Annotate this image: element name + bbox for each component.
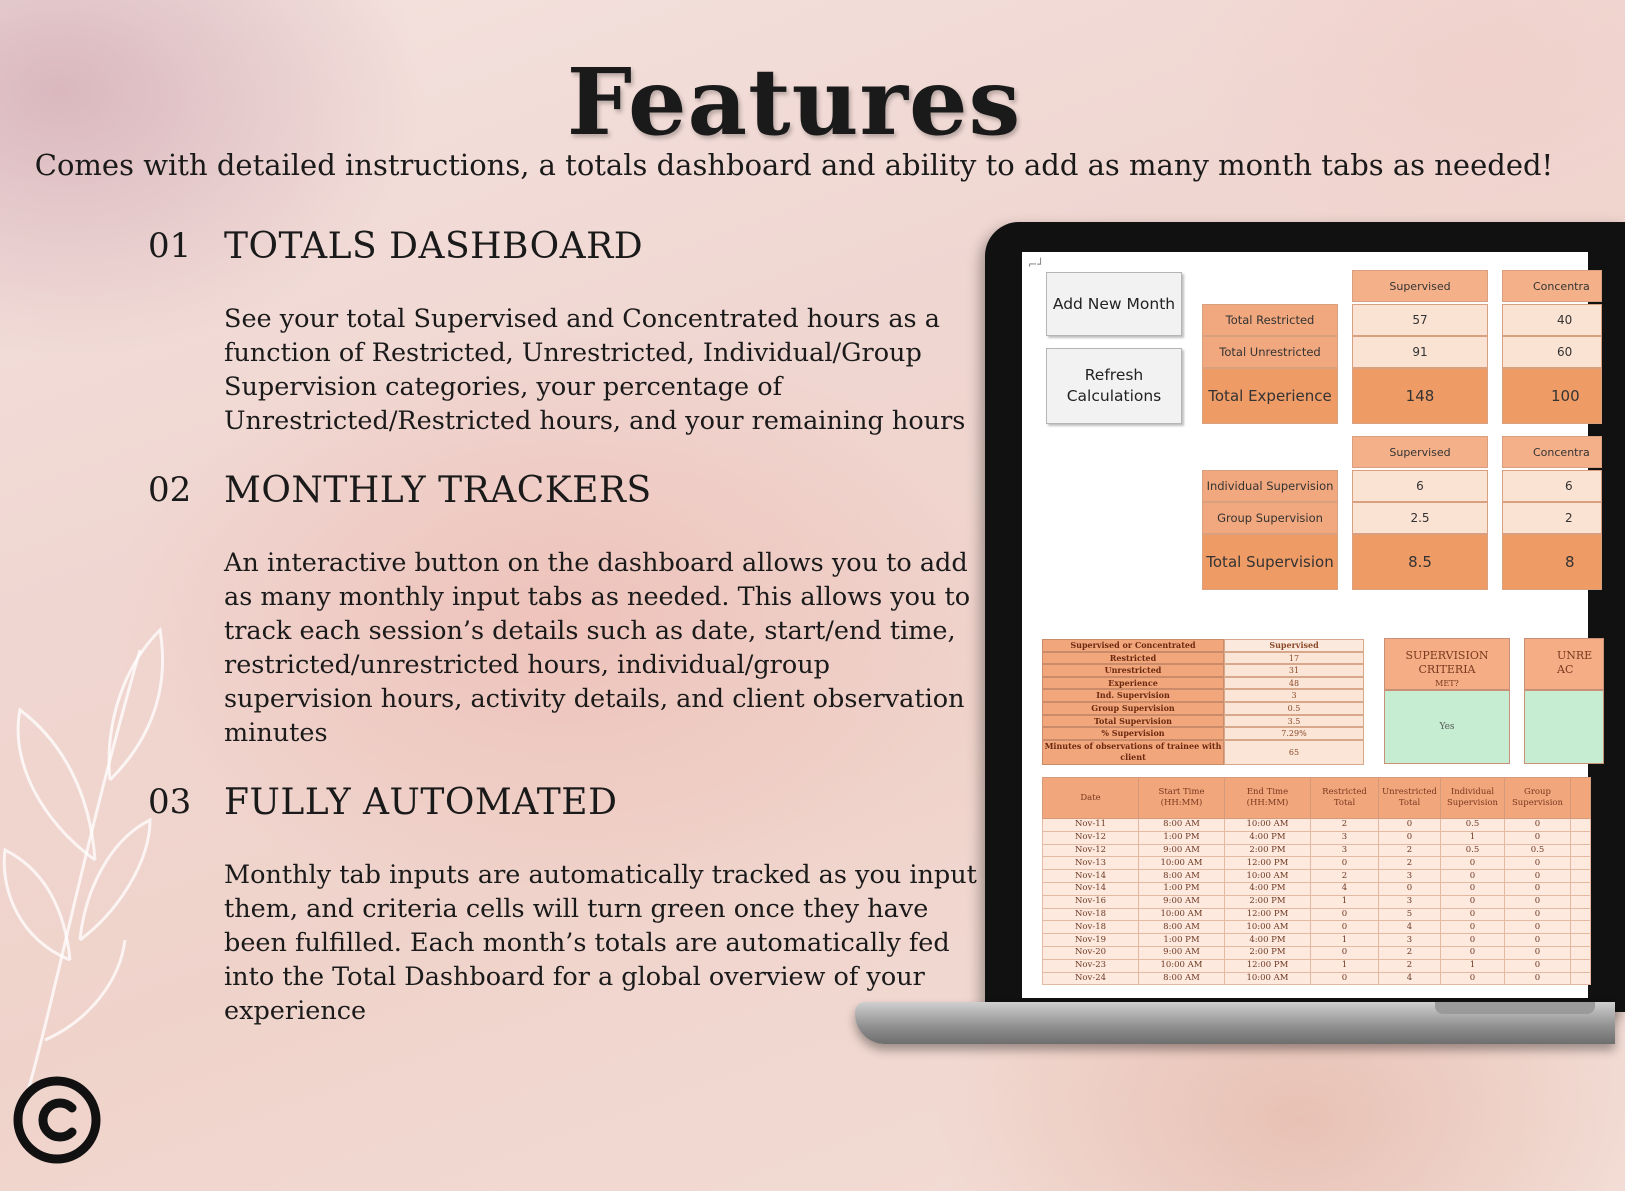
cell-group[interactable]: 0 (1505, 857, 1571, 870)
cell-group[interactable]: 0 (1505, 819, 1571, 832)
cell-end-time[interactable]: 4:00 PM (1225, 831, 1311, 844)
cell-individual[interactable]: 0 (1441, 921, 1505, 934)
cell-end-time[interactable]: 10:00 AM (1225, 819, 1311, 832)
cell-unrestricted[interactable]: 2 (1379, 844, 1441, 857)
label-group-supervision: Group Supervision (1202, 502, 1338, 534)
summary-value: 48 (1224, 677, 1364, 690)
cell-start-time[interactable]: 1:00 PM (1139, 831, 1225, 844)
unrestricted-criteria-cell (1524, 690, 1604, 764)
cell-unrestricted[interactable]: 3 (1379, 870, 1441, 883)
cell-group[interactable]: 0 (1505, 895, 1571, 908)
col-header-supervised: Supervised (1352, 436, 1488, 468)
cell-individual[interactable]: 0 (1441, 934, 1505, 947)
cell-date[interactable]: Nov-16 (1043, 895, 1139, 908)
select-all-corner-icon[interactable]: ⌐┘ (1028, 258, 1044, 271)
cell-start-time[interactable]: 9:00 AM (1139, 946, 1225, 959)
cell-restricted[interactable]: 1 (1311, 895, 1379, 908)
cell-extra[interactable] (1571, 844, 1591, 857)
cell-restricted[interactable]: 1 (1311, 959, 1379, 972)
cell-group[interactable]: 0 (1505, 921, 1571, 934)
cell-group[interactable]: 0 (1505, 882, 1571, 895)
criteria-title: SUPERVISION CRITERIA (1405, 649, 1489, 676)
summary-label: Restricted (1042, 652, 1224, 665)
cell-extra[interactable] (1571, 819, 1591, 832)
cell-restricted[interactable]: 0 (1311, 857, 1379, 870)
feature-number: 02 (148, 470, 192, 510)
cell-extra[interactable] (1571, 959, 1591, 972)
cell-group[interactable]: 0.5 (1505, 844, 1571, 857)
leaf-branch-icon (0, 560, 200, 1120)
summary-value[interactable]: 65 (1224, 740, 1364, 765)
cell-individual[interactable]: 0 (1441, 972, 1505, 985)
cell-start-time[interactable]: 9:00 AM (1139, 844, 1225, 857)
summary-label: Total Supervision (1042, 715, 1224, 728)
cell-unrestricted[interactable]: 4 (1379, 921, 1441, 934)
cell-end-time[interactable]: 2:00 PM (1225, 844, 1311, 857)
summary-value: 7.29% (1224, 727, 1364, 740)
summary-label: Ind. Supervision (1042, 689, 1224, 702)
cell-unrestricted[interactable]: 0 (1379, 882, 1441, 895)
cell-date[interactable]: Nov-14 (1043, 882, 1139, 895)
cell-unrestricted[interactable]: 2 (1379, 959, 1441, 972)
cell-group[interactable]: 0 (1505, 934, 1571, 947)
label-total-unrestricted: Total Unrestricted (1202, 336, 1338, 368)
value-restricted-concentrated: 40 (1502, 304, 1602, 336)
cell-restricted[interactable]: 0 (1311, 908, 1379, 921)
cell-end-time[interactable]: 10:00 AM (1225, 972, 1311, 985)
cell-group[interactable]: 0 (1505, 946, 1571, 959)
summary-value: 3 (1224, 689, 1364, 702)
cell-end-time[interactable]: 10:00 AM (1225, 921, 1311, 934)
summary-label: Unrestricted (1042, 664, 1224, 677)
log-header-row (1043, 778, 1591, 819)
summary-label: Group Supervision (1042, 702, 1224, 715)
cell-extra[interactable] (1571, 857, 1591, 870)
feature-heading: FULLY AUTOMATED (224, 782, 618, 823)
cell-start-time[interactable]: 10:00 AM (1139, 908, 1225, 921)
col-header-individual: Individual Supervision (1441, 778, 1505, 819)
cell-end-time[interactable]: 12:00 PM (1225, 959, 1311, 972)
col-header-concentrated: Concentra (1502, 436, 1602, 468)
cell-unrestricted[interactable]: 5 (1379, 908, 1441, 921)
col-header-end-time: End Time (HH:MM) (1225, 778, 1311, 819)
laptop-notch (1435, 1002, 1595, 1014)
cell-group[interactable]: 0 (1505, 831, 1571, 844)
cell-date[interactable]: Nov-14 (1043, 870, 1139, 883)
page-title: Features (566, 48, 1022, 156)
cell-unrestricted[interactable]: 2 (1379, 946, 1441, 959)
col-header-start-time: Start Time (HH:MM) (1139, 778, 1225, 819)
table-row (1042, 715, 1364, 728)
value-group-supervised: 2.5 (1352, 502, 1488, 534)
spreadsheet-screen (1022, 252, 1593, 998)
cell-extra[interactable] (1571, 934, 1591, 947)
table-row (1043, 959, 1591, 972)
table-row (1042, 664, 1364, 677)
cell-start-time[interactable]: 8:00 AM (1139, 819, 1225, 832)
cell-date[interactable]: Nov-23 (1043, 959, 1139, 972)
value-total-supervision-concentrated: 8 (1502, 534, 1602, 590)
col-header-group: Group Supervision (1505, 778, 1571, 819)
table-row (1042, 652, 1364, 665)
cell-date[interactable]: Nov-18 (1043, 908, 1139, 921)
cell-restricted[interactable]: 0 (1311, 972, 1379, 985)
cell-individual[interactable]: 0 (1441, 895, 1505, 908)
table-row (1043, 831, 1591, 844)
table-row (1042, 639, 1364, 652)
cell-unrestricted[interactable]: 4 (1379, 972, 1441, 985)
cell-end-time[interactable]: 12:00 PM (1225, 857, 1311, 870)
cell-date[interactable]: Nov-13 (1043, 857, 1139, 870)
cell-individual[interactable]: 0 (1441, 870, 1505, 883)
cell-restricted[interactable]: 2 (1311, 819, 1379, 832)
table-row (1042, 702, 1364, 715)
criteria-status-cell: Yes (1384, 690, 1510, 764)
feature-body: An interactive button on the dashboard allows you to add as many monthly input tabs as needed. This allows you to track each session’s details such as date, start/end time, restricted/unrestricted hours, individual/group supervision hours, activity details, and client observation minutes (224, 548, 971, 748)
value-total-experience-supervised: 148 (1352, 368, 1488, 424)
cell-start-time[interactable]: 10:00 AM (1139, 959, 1225, 972)
table-row (1043, 857, 1591, 870)
col-header-supervised: Supervised (1352, 270, 1488, 302)
table-row (1043, 870, 1591, 883)
col-header-extra (1571, 778, 1591, 819)
cell-end-time[interactable]: 2:00 PM (1225, 895, 1311, 908)
cell-unrestricted[interactable]: 3 (1379, 895, 1441, 908)
summary-value: 17 (1224, 652, 1364, 665)
cell-unrestricted[interactable]: 3 (1379, 934, 1441, 947)
cell-date[interactable]: Nov-20 (1043, 946, 1139, 959)
cell-restricted[interactable]: 0 (1311, 946, 1379, 959)
criteria-met-label: MET? (1435, 679, 1459, 688)
feature-heading: MONTHLY TRACKERS (224, 470, 652, 511)
summary-label: Minutes of observations of trainee with client (1042, 740, 1224, 765)
cell-restricted[interactable]: 3 (1311, 844, 1379, 857)
summary-value: 31 (1224, 664, 1364, 677)
cell-start-time[interactable]: 8:00 AM (1139, 921, 1225, 934)
cell-start-time[interactable]: 10:00 AM (1139, 857, 1225, 870)
col-header-unrestricted: Unrestricted Total (1379, 778, 1441, 819)
value-unrestricted-concentrated: 60 (1502, 336, 1602, 368)
cell-unrestricted[interactable]: 2 (1379, 857, 1441, 870)
cell-start-time[interactable]: 1:00 PM (1139, 882, 1225, 895)
cell-individual[interactable]: 1 (1441, 959, 1505, 972)
cell-restricted[interactable]: 2 (1311, 870, 1379, 883)
cell-individual[interactable]: 0 (1441, 882, 1505, 895)
label-individual-supervision: Individual Supervision (1202, 470, 1338, 502)
cell-date[interactable]: Nov-11 (1043, 819, 1139, 832)
table-row (1043, 882, 1591, 895)
feature-body: See your total Supervised and Concentrated hours as a function of Restricted, Unrestricted, Individual/Group Supervision categories, your percentage of Unrestricted/Restricted hours, and your remaining hours (224, 304, 966, 436)
summary-label: % Supervision (1042, 727, 1224, 740)
monthly-summary-table (1042, 639, 1364, 765)
cell-individual[interactable]: 0 (1441, 946, 1505, 959)
summary-value: 3.5 (1224, 715, 1364, 728)
label-total-supervision: Total Supervision (1202, 534, 1338, 590)
cell-date[interactable]: Nov-18 (1043, 921, 1139, 934)
table-row (1043, 895, 1591, 908)
cell-start-time[interactable]: 8:00 AM (1139, 870, 1225, 883)
summary-value[interactable]: Supervised (1224, 639, 1364, 652)
unrestricted-criteria-header: UNRE AC (1524, 638, 1604, 690)
feature-number: 03 (148, 782, 192, 822)
table-row (1042, 689, 1364, 702)
cell-restricted[interactable]: 1 (1311, 934, 1379, 947)
log-body (1043, 819, 1591, 985)
table-row (1042, 727, 1364, 740)
cell-end-time[interactable]: 2:00 PM (1225, 946, 1311, 959)
cell-end-time[interactable]: 10:00 AM (1225, 870, 1311, 883)
table-row (1043, 908, 1591, 921)
table-row (1043, 921, 1591, 934)
col-header-restricted: Restricted Total (1311, 778, 1379, 819)
cell-extra[interactable] (1571, 882, 1591, 895)
cell-group[interactable]: 0 (1505, 959, 1571, 972)
cell-restricted[interactable]: 0 (1311, 921, 1379, 934)
cell-end-time[interactable]: 12:00 PM (1225, 908, 1311, 921)
value-unrestricted-supervised: 91 (1352, 336, 1488, 368)
feature-body: Monthly tab inputs are automatically tracked as you input them, and criteria cells will turn green once they have been fulfilled. Each month’s totals are automatically fed into the Total Dashboard for a global overview of your experience (224, 860, 977, 1026)
cell-group[interactable]: 0 (1505, 870, 1571, 883)
cell-date[interactable]: Nov-24 (1043, 972, 1139, 985)
summary-value: 0.5 (1224, 702, 1364, 715)
label-total-restricted: Total Restricted (1202, 304, 1338, 336)
page-subtitle: Comes with detailed instructions, a totals dashboard and ability to add as many month tabs as needed! (34, 148, 1554, 182)
cell-individual[interactable]: 0.5 (1441, 844, 1505, 857)
cell-group[interactable]: 0 (1505, 908, 1571, 921)
value-group-concentrated: 2 (1502, 502, 1602, 534)
cell-extra[interactable] (1571, 895, 1591, 908)
cell-end-time[interactable]: 4:00 PM (1225, 934, 1311, 947)
summary-label: Experience (1042, 677, 1224, 690)
value-individual-concentrated: 6 (1502, 470, 1602, 502)
table-row (1042, 740, 1364, 765)
cell-restricted[interactable]: 4 (1311, 882, 1379, 895)
cell-end-time[interactable]: 4:00 PM (1225, 882, 1311, 895)
summary-label: Supervised or Concentrated (1042, 639, 1224, 652)
label-total-experience: Total Experience (1202, 368, 1338, 424)
table-row (1043, 946, 1591, 959)
col-header-concentrated: Concentra (1502, 270, 1602, 302)
cell-date[interactable]: Nov-12 (1043, 831, 1139, 844)
cell-extra[interactable] (1571, 831, 1591, 844)
cell-start-time[interactable]: 9:00 AM (1139, 895, 1225, 908)
cell-extra[interactable] (1571, 870, 1591, 883)
add-new-month-button[interactable]: Add New Month (1046, 272, 1182, 336)
table-row (1042, 677, 1364, 690)
value-total-experience-concentrated: 100 (1502, 368, 1602, 424)
cell-extra[interactable] (1571, 946, 1591, 959)
cell-individual[interactable]: 1 (1441, 831, 1505, 844)
cell-date[interactable]: Nov-12 (1043, 844, 1139, 857)
cell-restricted[interactable]: 3 (1311, 831, 1379, 844)
value-restricted-supervised: 57 (1352, 304, 1488, 336)
cell-individual[interactable]: 0.5 (1441, 819, 1505, 832)
session-log-table (1042, 777, 1612, 985)
value-individual-supervised: 6 (1352, 470, 1488, 502)
table-row (1043, 972, 1591, 985)
cell-individual[interactable]: 0 (1441, 908, 1505, 921)
value-total-supervision-supervised: 8.5 (1352, 534, 1488, 590)
refresh-calculations-button[interactable]: Refresh Calculations (1046, 348, 1182, 424)
col-header-date: Date (1043, 778, 1139, 819)
cell-unrestricted[interactable]: 0 (1379, 819, 1441, 832)
cell-individual[interactable]: 0 (1441, 857, 1505, 870)
cell-extra[interactable] (1571, 972, 1591, 985)
feature-heading: TOTALS DASHBOARD (224, 226, 644, 267)
cell-extra[interactable] (1571, 908, 1591, 921)
cell-start-time[interactable]: 8:00 AM (1139, 972, 1225, 985)
table-row (1043, 844, 1591, 857)
table-row (1043, 934, 1591, 947)
cell-extra[interactable] (1571, 921, 1591, 934)
cell-start-time[interactable]: 1:00 PM (1139, 934, 1225, 947)
cell-unrestricted[interactable]: 0 (1379, 831, 1441, 844)
feature-number: 01 (148, 226, 192, 266)
copyright-icon (12, 1075, 102, 1165)
cell-group[interactable]: 0 (1505, 972, 1571, 985)
cell-date[interactable]: Nov-19 (1043, 934, 1139, 947)
table-row (1043, 819, 1591, 832)
supervision-criteria-header (1384, 638, 1510, 690)
